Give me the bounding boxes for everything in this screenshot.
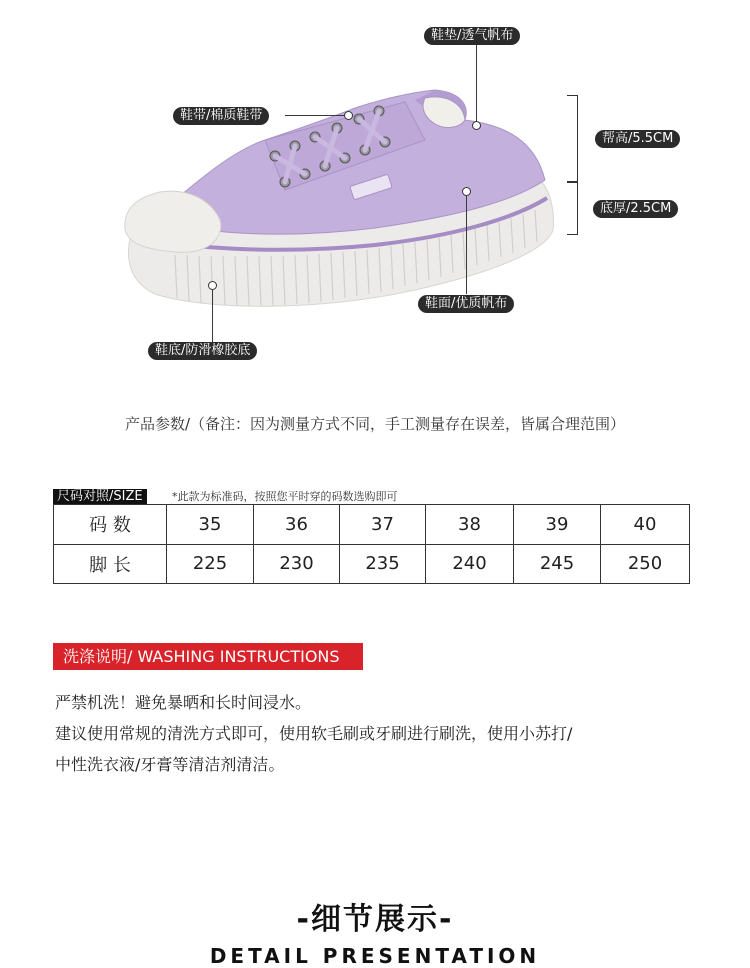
table-cell: 36 bbox=[254, 505, 340, 545]
row-label: 码 数 bbox=[54, 505, 167, 545]
table-row bbox=[54, 544, 690, 584]
table-cell: 235 bbox=[340, 544, 426, 584]
size-table bbox=[53, 504, 690, 584]
table-cell: 230 bbox=[254, 544, 340, 584]
washing-line: 建议使用常规的清洗方式即可，使用软毛刷或牙刷进行刷洗，使用小苏打/ bbox=[55, 724, 573, 743]
detail-subtitle: DETAIL PRESENTATION bbox=[209, 944, 541, 968]
callout-upper-height: 帮高/5.5CM bbox=[595, 130, 680, 148]
table-cell: 245 bbox=[514, 544, 601, 584]
callout-sole-thickness: 底厚/2.5CM bbox=[593, 200, 678, 218]
height-bracket bbox=[567, 95, 578, 183]
detail-title: -细节展示- bbox=[296, 902, 454, 937]
callout-outsole-dot bbox=[208, 281, 217, 290]
callout-upper-dot bbox=[462, 187, 471, 196]
row-label: 脚 长 bbox=[54, 544, 167, 584]
table-cell: 35 bbox=[167, 505, 254, 545]
table-row bbox=[54, 505, 690, 545]
table-cell: 37 bbox=[340, 505, 426, 545]
washing-line: 中性洗衣液/牙膏等清洁剂清洁。 bbox=[55, 755, 285, 774]
table-cell: 40 bbox=[601, 505, 690, 545]
table-cell: 38 bbox=[426, 505, 514, 545]
callout-outsole: 鞋底/防滑橡胶底 bbox=[148, 342, 257, 360]
callout-insole-dot bbox=[472, 121, 481, 130]
washing-title: 洗涤说明/ WASHING INSTRUCTIONS bbox=[53, 643, 363, 670]
callout-upper: 鞋面/优质帆布 bbox=[418, 295, 514, 313]
callout-laces-dot bbox=[344, 111, 353, 120]
table-cell: 225 bbox=[167, 544, 254, 584]
callout-outsole-leader bbox=[212, 290, 213, 342]
table-cell: 240 bbox=[426, 544, 514, 584]
table-cell: 39 bbox=[514, 505, 601, 545]
size-chart-note: *此款为标准码，按照您平时穿的码数选购即可 bbox=[172, 490, 398, 503]
sole-bracket bbox=[567, 181, 578, 235]
callout-upper-leader bbox=[466, 196, 467, 294]
size-chart-tag: 尺码对照/SIZE bbox=[53, 489, 147, 505]
callout-insole: 鞋垫/透气帆布 bbox=[424, 27, 520, 45]
product-params-note: 产品参数/（备注：因为测量方式不同，手工测量存在误差，皆属合理范围） bbox=[124, 415, 626, 433]
callout-insole-leader bbox=[476, 45, 477, 123]
washing-line: 严禁机洗！避免暴晒和长时间浸水。 bbox=[55, 693, 312, 712]
callout-laces: 鞋带/棉质鞋带 bbox=[173, 107, 269, 125]
table-cell: 250 bbox=[601, 544, 690, 584]
callout-laces-leader bbox=[285, 115, 345, 116]
